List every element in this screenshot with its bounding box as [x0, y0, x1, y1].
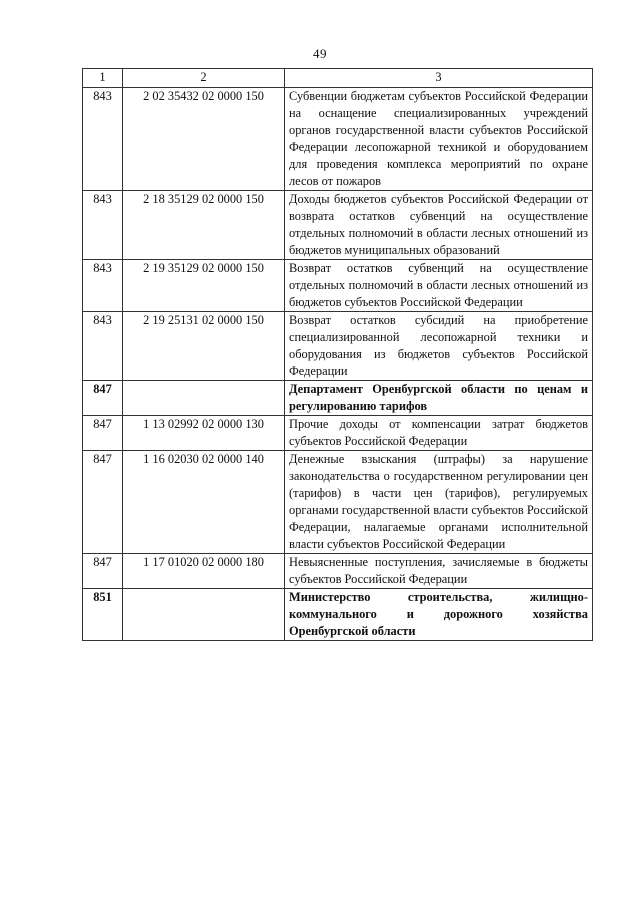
table-row-department-heading: [83, 381, 593, 416]
revenue-code-cell: 2 19 25131 02 0000 150: [123, 312, 285, 381]
revenue-code-cell: 1 17 01020 02 0000 180: [123, 554, 285, 589]
department-name-cell: Департамент Оренбургской области по ценам и регулированию тарифов: [285, 381, 593, 416]
admin-code-cell: 843: [83, 88, 123, 191]
description-cell: Прочие доходы от компенсации затрат бюджетов субъектов Российской Федерации: [285, 416, 593, 451]
table-row-department-heading: [83, 589, 593, 641]
revenue-code-cell: [123, 381, 285, 416]
column-header-1: 1: [83, 69, 123, 88]
column-header-2: 2: [123, 69, 285, 88]
table-row: [83, 191, 593, 260]
page-number: 49: [313, 46, 327, 61]
revenue-code-cell: 2 02 35432 02 0000 150: [123, 88, 285, 191]
department-name-cell: Министерство строительства, жилищно-коммунального и дорожного хозяйства Оренбургской области: [285, 589, 593, 641]
admin-code-cell: 847: [83, 554, 123, 589]
revenue-code-cell: 1 13 02992 02 0000 130: [123, 416, 285, 451]
table-row: [83, 416, 593, 451]
revenue-code-cell: 2 18 35129 02 0000 150: [123, 191, 285, 260]
revenue-code-cell: 1 16 02030 02 0000 140: [123, 451, 285, 554]
table-row: [83, 312, 593, 381]
admin-code-cell: 851: [83, 589, 123, 641]
admin-code-cell: 843: [83, 260, 123, 312]
table-row: [83, 260, 593, 312]
description-cell: Возврат остатков субвенций на осуществление отдельных полномочий в области лесных отношений из бюджетов субъектов Российской Федерации: [285, 260, 593, 312]
table-row: [83, 554, 593, 589]
revenue-code-cell: 2 19 35129 02 0000 150: [123, 260, 285, 312]
description-cell: Доходы бюджетов субъектов Российской Федерации от возврата остатков субвенций на осуществление отдельных полномочий в области лесных отношений из бюджетов муниципальных образований: [285, 191, 593, 260]
table-row: [83, 451, 593, 554]
admin-code-cell: 847: [83, 451, 123, 554]
budget-classification-table: [82, 68, 593, 641]
admin-code-cell: 843: [83, 191, 123, 260]
description-cell: Денежные взыскания (штрафы) за нарушение законодательства о государственном регулировании цен (тарифов) в части цен (тарифов), регулируемых органами государственной власти субъектов Российской Федерации, налагаемые органами исполнительной власти субъектов Российской Федерации: [285, 451, 593, 554]
admin-code-cell: 847: [83, 381, 123, 416]
description-cell: Невыясненные поступления, зачисляемые в бюджеты субъектов Российской Федерации: [285, 554, 593, 589]
revenue-code-cell: [123, 589, 285, 641]
description-cell: Возврат остатков субсидий на приобретение специализированной лесопожарной техники и оборудования из бюджетов субъектов Российской Федерации: [285, 312, 593, 381]
table-header-row: [83, 69, 593, 88]
column-header-3: 3: [285, 69, 593, 88]
admin-code-cell: 843: [83, 312, 123, 381]
table-row: [83, 88, 593, 191]
admin-code-cell: 847: [83, 416, 123, 451]
description-cell: Субвенции бюджетам субъектов Российской Федерации на оснащение специализированных учреждений органов государственной власти субъектов Российской Федерации лесопожарной техникой и оборудованием для проведения комплекса мероприятий по охране лесов от пожаров: [285, 88, 593, 191]
